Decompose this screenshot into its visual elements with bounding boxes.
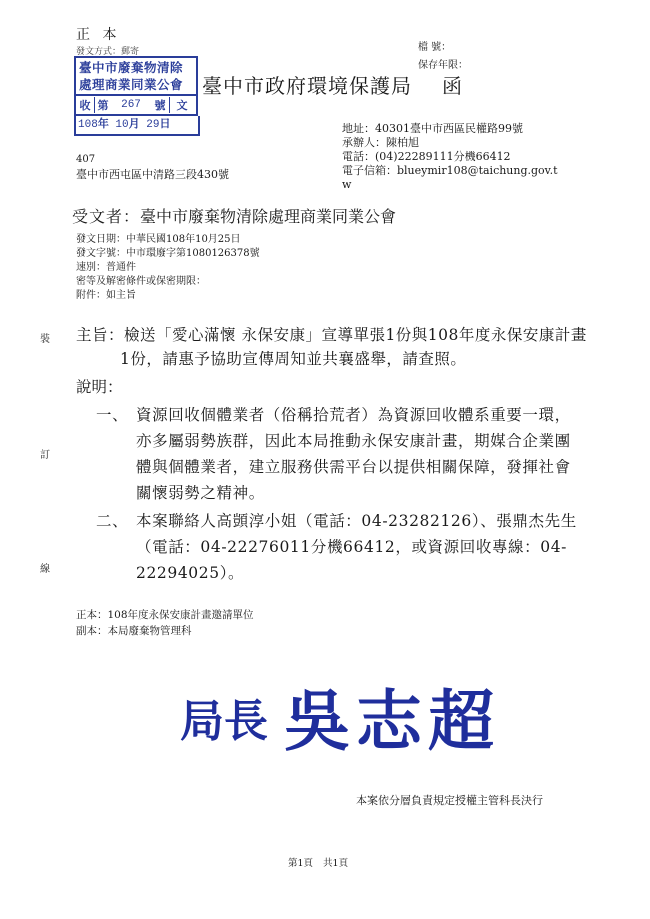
item-number: 一、: [96, 406, 129, 424]
page-number: [288, 855, 358, 869]
send-method: 發文方式：郵寄: [76, 47, 140, 57]
sender-handler: 承辦人：陳柏旭: [342, 136, 419, 149]
binding-mark: 線: [40, 564, 50, 575]
attachment: 附件：如主旨: [76, 290, 136, 301]
subject-text: 檢送「愛心滿懷 永保安康」宣導單張1份與108年度永保安康計畫1份，請惠予協助宣傳周知並共襄盛舉，請查照。: [120, 326, 587, 368]
stamp-number-value: 267: [121, 99, 141, 111]
recipient-line: [72, 204, 396, 227]
received-stamp: [74, 56, 198, 150]
item-text: 本案聯絡人高顗淳小姐（電話：04-23282126）、張鼎杰先生（電話：04-22276011分機66412，或資源回收專線：04-22294025）。: [136, 512, 577, 582]
distribution: [76, 607, 254, 639]
stamp-number-row: [74, 96, 198, 116]
security-level: 密等及解密條件或保密期限：: [76, 276, 206, 287]
explanation-item: [96, 508, 586, 586]
item-number: 二、: [96, 512, 129, 530]
page-total: 共1頁: [323, 858, 349, 869]
recipient-label: 受文者：: [72, 207, 141, 226]
sender-address: 地址：40301臺中市西區民權路99號: [342, 122, 523, 135]
sender-phone: 電話：(04)22289111分機66412: [342, 150, 511, 163]
stamp-date-month: 10: [115, 119, 129, 131]
speed-class: 速別：普通件: [76, 262, 136, 273]
signature-name: 吳志超: [284, 683, 500, 760]
stamp-org-line2: 處理商業同業公會: [79, 77, 184, 92]
recipient-postal-code: 407: [76, 154, 96, 165]
retention-label: 保存年限：: [418, 60, 468, 71]
page-current: 第1頁: [288, 858, 314, 869]
stamp-recv-label: 收: [76, 97, 95, 113]
subject: [76, 323, 596, 371]
distribution-copy: 副本：本局廢棄物管理科: [76, 625, 192, 637]
stamp-date-month-suffix: 月: [128, 119, 140, 131]
file-no-label: 檔 號：: [418, 42, 452, 53]
stamp-date-year: 108: [78, 119, 98, 131]
sender-email: 電子信箱：blueymir108@taichung.gov.t: [342, 164, 558, 177]
original-copy-mark: 正 本: [76, 27, 121, 43]
sender-contact: [342, 122, 558, 192]
stamp-number-suffix: 號: [151, 97, 170, 113]
recipient-address: 臺中市西屯區中清路三段430號: [76, 168, 229, 181]
signature-title: 局長: [180, 696, 268, 747]
stamp-org-name: [74, 56, 198, 96]
explanation-label: 說明：: [76, 378, 123, 396]
stamp-number-label: 第: [97, 99, 109, 112]
stamp-doc-label: 文: [176, 99, 188, 112]
item-text: 資源回收個體業者（俗稱拾荒者）為資源回收體系重要一環，亦多屬弱勢族群，因此本局推動永保安康計畫，期媒合企業團體與個體業者，建立服務供需平台以提供相關保障，發揮社會關懷弱勢之精神。: [136, 406, 571, 502]
stamp-date-day: 29: [146, 119, 160, 131]
agency-name: 臺中市政府環境保護局: [202, 74, 412, 98]
stamp-date: [74, 116, 200, 136]
binding-mark: 訂: [40, 450, 50, 461]
binding-mark: 裝: [40, 334, 50, 345]
stamp-date-day-suffix: 日: [159, 119, 171, 131]
stamp-date-year-suffix: 年: [97, 119, 109, 131]
distribution-original: 正本：108年度永保安康計畫邀請單位: [76, 609, 254, 621]
agency-title: [202, 70, 463, 99]
stamp-org-line1: 臺中市廢棄物清除: [79, 60, 184, 75]
issue-number: 發文字號：中市環廢字第1080126378號: [76, 248, 260, 259]
issue-date: 發文日期：中華民國108年10月25日: [76, 234, 241, 245]
subject-label: 主旨：: [76, 326, 125, 344]
sender-email-cont: w: [342, 178, 352, 191]
explanation-item: [96, 402, 586, 506]
director-signature-seal: [180, 670, 540, 770]
doc-type: 函: [442, 74, 463, 98]
delegation-footnote: 本案依分層負責規定授權主管科長決行: [356, 794, 543, 807]
meta-block: [76, 233, 260, 303]
recipient-name: 臺中市廢棄物清除處理商業同業公會: [140, 207, 397, 226]
